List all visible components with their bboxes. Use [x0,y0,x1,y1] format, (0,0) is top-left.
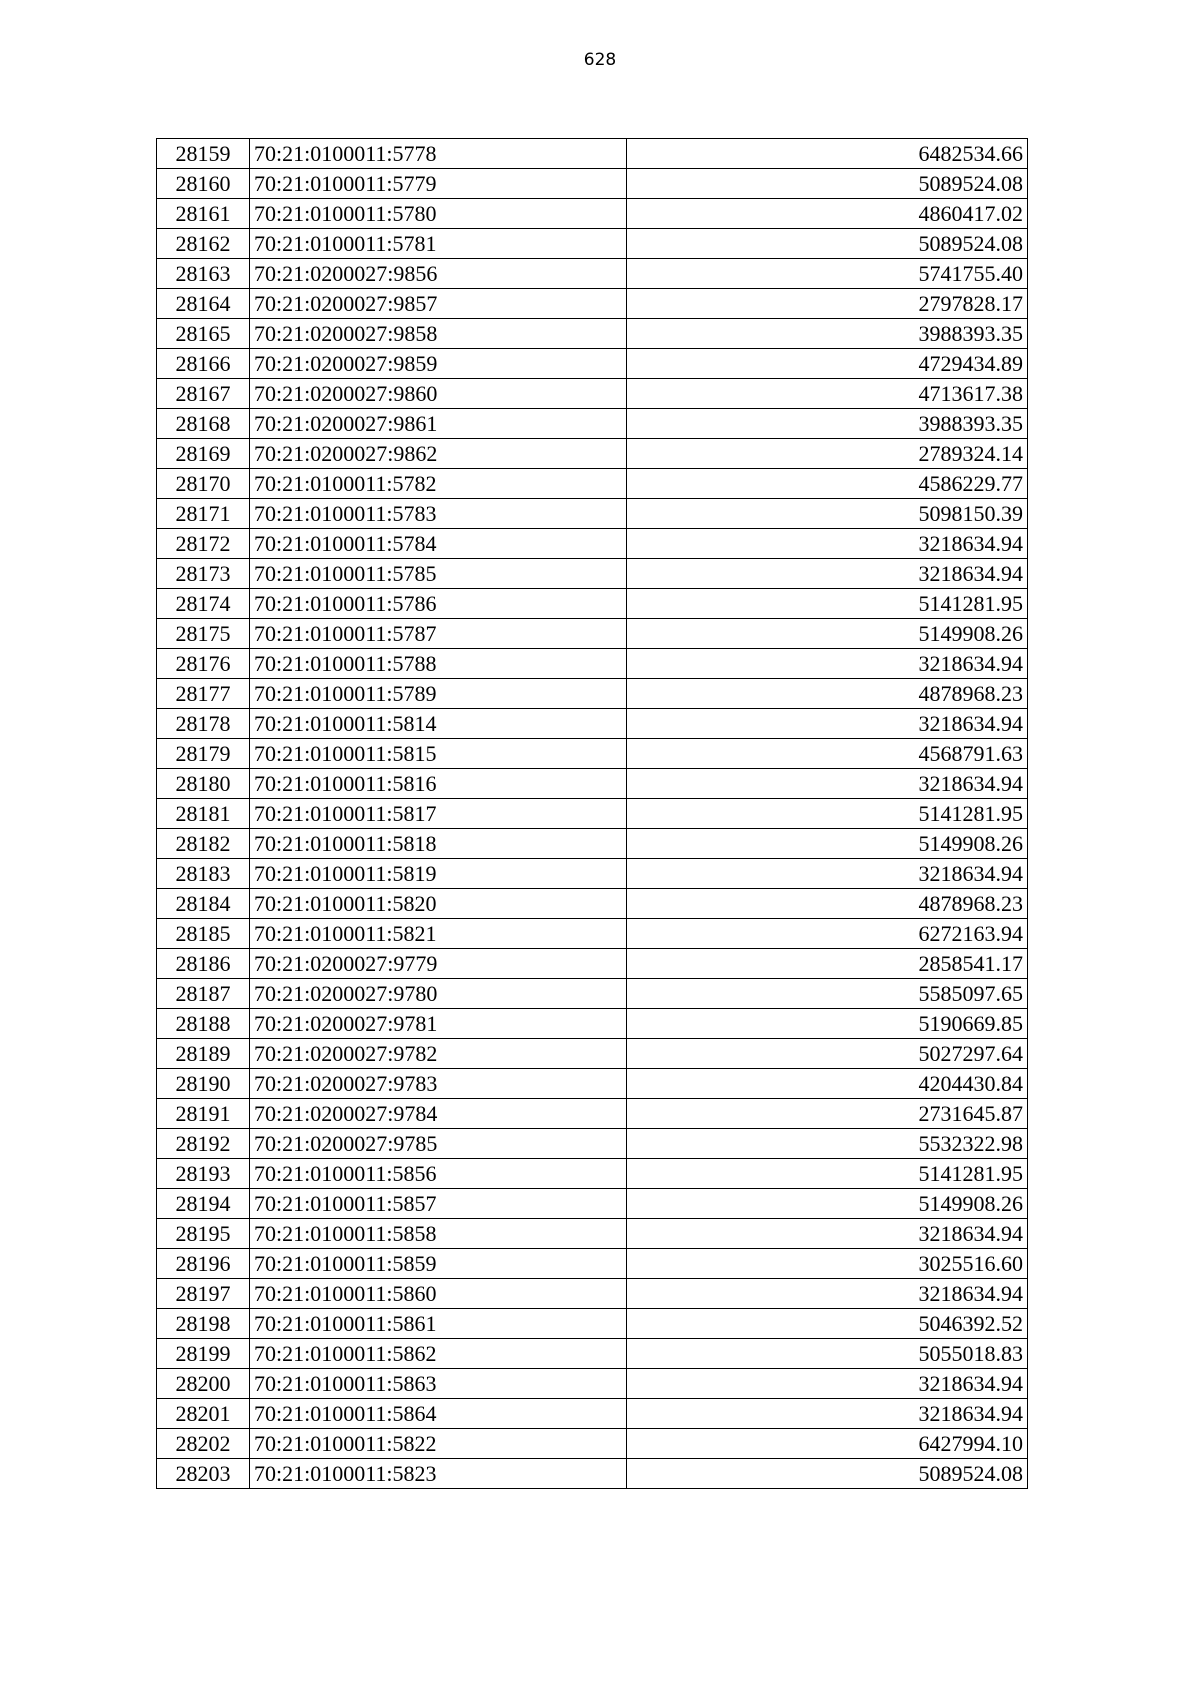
table-row [157,1039,1028,1069]
cadastral-number-cell: 70:21:0200027:9857 [250,289,627,319]
cadastral-value-cell: 5089524.08 [627,229,1028,259]
row-number-cell: 28171 [157,499,250,529]
cadastral-number-cell: 70:21:0100011:5862 [250,1339,627,1369]
table-row [157,1189,1028,1219]
row-number-cell: 28165 [157,319,250,349]
table-row [157,769,1028,799]
page-number: 628 [583,50,617,70]
table-row [157,259,1028,289]
cadastral-number-cell: 70:21:0100011:5785 [250,559,627,589]
row-number-cell: 28178 [157,709,250,739]
cadastral-value-cell: 5141281.95 [627,1159,1028,1189]
table-row [157,1369,1028,1399]
cadastral-value-cell: 4204430.84 [627,1069,1028,1099]
cadastral-number-cell: 70:21:0100011:5783 [250,499,627,529]
cadastral-value-cell: 5741755.40 [627,259,1028,289]
cadastral-number-cell: 70:21:0200027:9861 [250,409,627,439]
cadastral-value-cell: 2789324.14 [627,439,1028,469]
row-number-cell: 28176 [157,649,250,679]
row-number-cell: 28194 [157,1189,250,1219]
table-row [157,859,1028,889]
cadastral-value-cell: 5089524.08 [627,1459,1028,1489]
cadastral-value-cell: 5027297.64 [627,1039,1028,1069]
cadastral-number-cell: 70:21:0100011:5781 [250,229,627,259]
cadastral-number-cell: 70:21:0100011:5861 [250,1309,627,1339]
cadastral-number-cell: 70:21:0200027:9784 [250,1099,627,1129]
cadastral-number-cell: 70:21:0200027:9862 [250,439,627,469]
cadastral-number-cell: 70:21:0100011:5814 [250,709,627,739]
row-number-cell: 28196 [157,1249,250,1279]
cadastral-number-cell: 70:21:0200027:9860 [250,379,627,409]
cadastral-value-cell: 3988393.35 [627,409,1028,439]
cadastral-number-cell: 70:21:0100011:5863 [250,1369,627,1399]
cadastral-number-cell: 70:21:0100011:5822 [250,1429,627,1459]
row-number-cell: 28169 [157,439,250,469]
row-number-cell: 28170 [157,469,250,499]
row-number-cell: 28186 [157,949,250,979]
cadastral-value-cell: 3218634.94 [627,709,1028,739]
row-number-cell: 28168 [157,409,250,439]
table-row [157,739,1028,769]
cadastral-number-cell: 70:21:0100011:5784 [250,529,627,559]
cadastral-number-cell: 70:21:0100011:5786 [250,589,627,619]
cadastral-number-cell: 70:21:0100011:5778 [250,139,627,169]
row-number-cell: 28193 [157,1159,250,1189]
row-number-cell: 28188 [157,1009,250,1039]
table-row [157,589,1028,619]
cadastral-number-cell: 70:21:0100011:5856 [250,1159,627,1189]
row-number-cell: 28182 [157,829,250,859]
cadastral-number-cell: 70:21:0200027:9785 [250,1129,627,1159]
cadastral-value-cell: 5585097.65 [627,979,1028,1009]
row-number-cell: 28174 [157,589,250,619]
row-number-cell: 28191 [157,1099,250,1129]
row-number-cell: 28161 [157,199,250,229]
table-row [157,799,1028,829]
table-row [157,169,1028,199]
cadastral-number-cell: 70:21:0200027:9858 [250,319,627,349]
row-number-cell: 28166 [157,349,250,379]
table-body [157,139,1028,1489]
row-number-cell: 28184 [157,889,250,919]
cadastral-number-cell: 70:21:0100011:5779 [250,169,627,199]
cadastral-number-cell: 70:21:0100011:5789 [250,679,627,709]
row-number-cell: 28203 [157,1459,250,1489]
row-number-cell: 28199 [157,1339,250,1369]
cadastral-value-cell: 5149908.26 [627,829,1028,859]
row-number-cell: 28181 [157,799,250,829]
row-number-cell: 28167 [157,379,250,409]
cadastral-number-cell: 70:21:0100011:5860 [250,1279,627,1309]
table-row [157,409,1028,439]
cadastral-value-cell: 5089524.08 [627,169,1028,199]
table-row [157,709,1028,739]
cadastral-value-cell: 4878968.23 [627,679,1028,709]
cadastral-value-cell: 3988393.35 [627,319,1028,349]
cadastral-number-cell: 70:21:0200027:9779 [250,949,627,979]
cadastral-number-cell: 70:21:0100011:5823 [250,1459,627,1489]
cadastral-number-cell: 70:21:0100011:5788 [250,649,627,679]
table-row [157,1309,1028,1339]
row-number-cell: 28201 [157,1399,250,1429]
table-row [157,1429,1028,1459]
cadastral-number-cell: 70:21:0100011:5819 [250,859,627,889]
cadastral-number-cell: 70:21:0100011:5816 [250,769,627,799]
table-row [157,979,1028,1009]
cadastral-number-cell: 70:21:0200027:9856 [250,259,627,289]
cadastral-value-cell: 2731645.87 [627,1099,1028,1129]
cadastral-value-cell: 5098150.39 [627,499,1028,529]
table-row [157,1009,1028,1039]
cadastral-value-cell: 2858541.17 [627,949,1028,979]
cadastral-value-cell: 2797828.17 [627,289,1028,319]
cadastral-value-cell: 3025516.60 [627,1249,1028,1279]
cadastral-number-cell: 70:21:0100011:5820 [250,889,627,919]
row-number-cell: 28159 [157,139,250,169]
cadastral-value-cell: 5149908.26 [627,1189,1028,1219]
row-number-cell: 28162 [157,229,250,259]
cadastral-number-cell: 70:21:0100011:5818 [250,829,627,859]
table-row [157,649,1028,679]
cadastral-value-cell: 4568791.63 [627,739,1028,769]
row-number-cell: 28160 [157,169,250,199]
row-number-cell: 28173 [157,559,250,589]
cadastral-number-cell: 70:21:0100011:5817 [250,799,627,829]
cadastral-value-cell: 6272163.94 [627,919,1028,949]
row-number-cell: 28190 [157,1069,250,1099]
cadastral-value-cell: 4860417.02 [627,199,1028,229]
cadastral-value-cell: 3218634.94 [627,649,1028,679]
cadastral-value-cell: 5141281.95 [627,799,1028,829]
cadastral-value-cell: 3218634.94 [627,859,1028,889]
table-row [157,529,1028,559]
table-row [157,349,1028,379]
table-row [157,1099,1028,1129]
cadastral-value-cell: 5190669.85 [627,1009,1028,1039]
cadastral-number-cell: 70:21:0100011:5821 [250,919,627,949]
table-row [157,1249,1028,1279]
cadastral-number-cell: 70:21:0100011:5780 [250,199,627,229]
cadastral-number-cell: 70:21:0200027:9781 [250,1009,627,1039]
cadastral-value-cell: 4729434.89 [627,349,1028,379]
table-row [157,289,1028,319]
table-row [157,1399,1028,1429]
cadastral-value-cell: 4586229.77 [627,469,1028,499]
cadastral-value-cell: 4713617.38 [627,379,1028,409]
row-number-cell: 28172 [157,529,250,559]
cadastral-value-cell: 3218634.94 [627,1399,1028,1429]
table-row [157,889,1028,919]
row-number-cell: 28195 [157,1219,250,1249]
table-row [157,469,1028,499]
table-row [157,1159,1028,1189]
cadastral-value-cell: 4878968.23 [627,889,1028,919]
cadastral-value-cell: 3218634.94 [627,1279,1028,1309]
cadastral-value-table [156,138,1028,1489]
row-number-cell: 28187 [157,979,250,1009]
cadastral-value-cell: 3218634.94 [627,769,1028,799]
cadastral-value-cell: 5532322.98 [627,1129,1028,1159]
table-row [157,319,1028,349]
table-row [157,439,1028,469]
cadastral-number-cell: 70:21:0100011:5858 [250,1219,627,1249]
table-row [157,229,1028,259]
cadastral-number-cell: 70:21:0200027:9783 [250,1069,627,1099]
cadastral-number-cell: 70:21:0100011:5815 [250,739,627,769]
cadastral-number-cell: 70:21:0100011:5864 [250,1399,627,1429]
row-number-cell: 28180 [157,769,250,799]
table-row [157,139,1028,169]
row-number-cell: 28177 [157,679,250,709]
cadastral-number-cell: 70:21:0200027:9782 [250,1039,627,1069]
table-row [157,1219,1028,1249]
row-number-cell: 28198 [157,1309,250,1339]
table-row [157,499,1028,529]
cadastral-value-cell: 6427994.10 [627,1429,1028,1459]
table-row [157,619,1028,649]
cadastral-value-cell: 5141281.95 [627,589,1028,619]
table-row [157,1279,1028,1309]
table-row [157,679,1028,709]
cadastral-value-cell: 3218634.94 [627,529,1028,559]
row-number-cell: 28197 [157,1279,250,1309]
cadastral-number-cell: 70:21:0100011:5857 [250,1189,627,1219]
row-number-cell: 28183 [157,859,250,889]
row-number-cell: 28200 [157,1369,250,1399]
row-number-cell: 28189 [157,1039,250,1069]
row-number-cell: 28164 [157,289,250,319]
row-number-cell: 28175 [157,619,250,649]
cadastral-value-cell: 5046392.52 [627,1309,1028,1339]
row-number-cell: 28192 [157,1129,250,1159]
cadastral-value-cell: 5149908.26 [627,619,1028,649]
table-row [157,1339,1028,1369]
table-row [157,1129,1028,1159]
table-row [157,199,1028,229]
row-number-cell: 28179 [157,739,250,769]
cadastral-value-cell: 5055018.83 [627,1339,1028,1369]
row-number-cell: 28202 [157,1429,250,1459]
table-row [157,949,1028,979]
table-row [157,1459,1028,1489]
table-row [157,379,1028,409]
cadastral-value-cell: 3218634.94 [627,1219,1028,1249]
cadastral-value-cell: 3218634.94 [627,559,1028,589]
table-row [157,919,1028,949]
cadastral-number-cell: 70:21:0100011:5787 [250,619,627,649]
cadastral-number-cell: 70:21:0100011:5859 [250,1249,627,1279]
table-row [157,559,1028,589]
cadastral-value-cell: 6482534.66 [627,139,1028,169]
row-number-cell: 28185 [157,919,250,949]
table-row [157,829,1028,859]
row-number-cell: 28163 [157,259,250,289]
cadastral-number-cell: 70:21:0200027:9780 [250,979,627,1009]
cadastral-number-cell: 70:21:0200027:9859 [250,349,627,379]
table-row [157,1069,1028,1099]
cadastral-number-cell: 70:21:0100011:5782 [250,469,627,499]
cadastral-value-cell: 3218634.94 [627,1369,1028,1399]
